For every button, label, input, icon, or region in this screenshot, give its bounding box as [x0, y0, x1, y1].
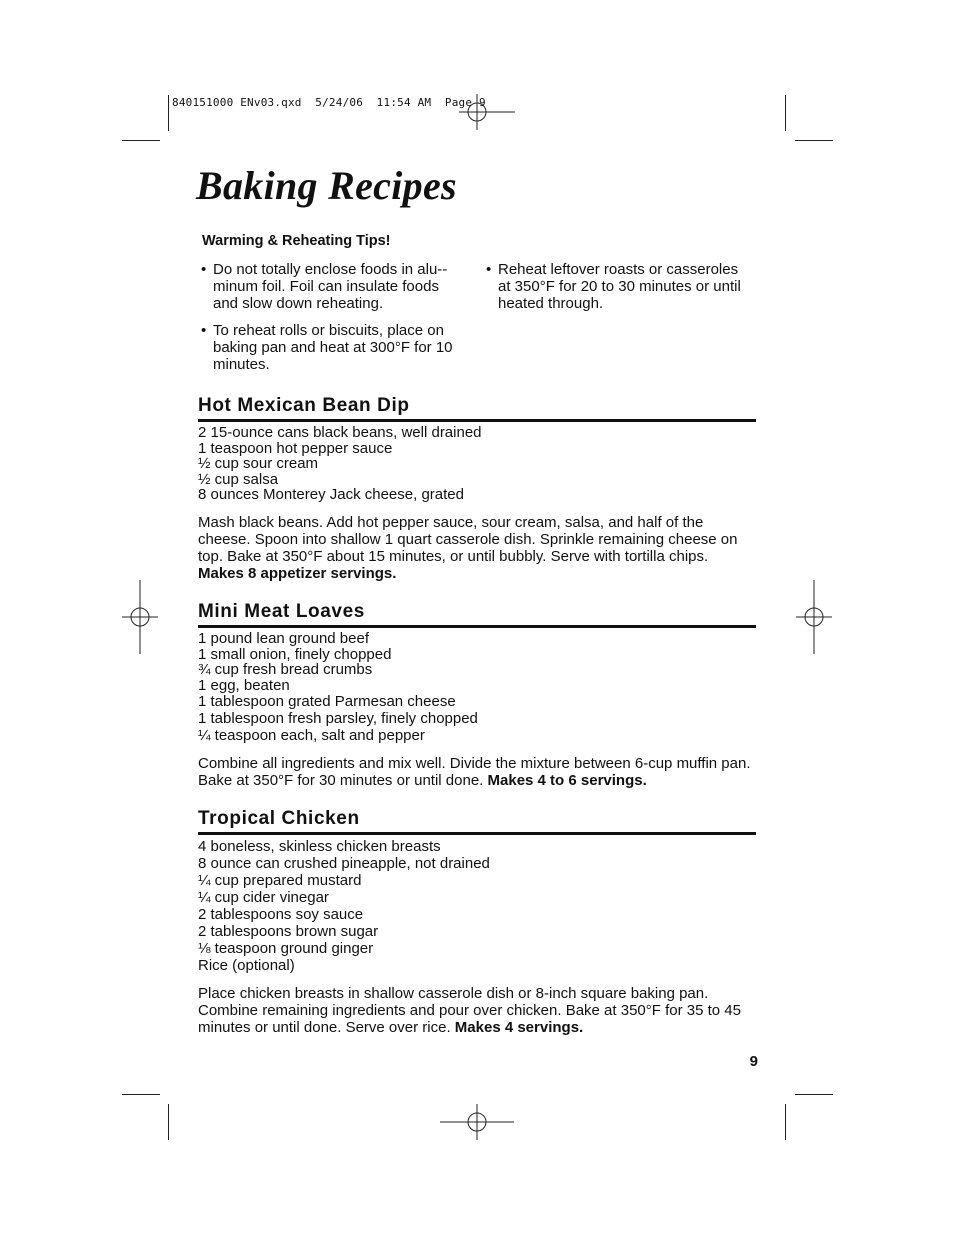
crop-mark-tl-v [168, 95, 169, 131]
ingredient: ¼ teaspoon each, salt and pepper [198, 727, 425, 745]
directions: Mash black beans. Add hot pepper sauce, sour cream, salsa, and half of the cheese. Spoon into shallow 1 quart casserole dish. Sprinkle remaining cheese on top. Bake at 350°F about 15 minutes, or until bubbly. Serve with tortilla chips. Makes 8 appetizer servings. [198, 513, 738, 582]
ingredient: 1 egg, beaten [198, 676, 290, 694]
crop-mark-br-h [795, 1094, 833, 1095]
tips-left-column [201, 261, 463, 383]
ingredient: 1 small onion, finely chopped [198, 645, 392, 663]
yield: Makes 4 to 6 servings. [487, 772, 647, 790]
ingredient-list [198, 631, 756, 744]
ingredient: ¼ cup prepared mustard [198, 872, 362, 889]
registration-mark-left-icon [122, 580, 158, 654]
directions: Combine all ingredients and mix well. Divide the mixture between 6-cup muffin pan. Bake at 350°F for 30 minutes or until done. Makes 4 to 6 servings. [198, 755, 751, 790]
ingredient: ¾ cup fresh bread crumbs [198, 661, 373, 679]
crop-mark-bl-h [122, 1094, 160, 1095]
ingredient-list [198, 425, 756, 503]
tips-heading: Warming & Reheating Tips! [202, 233, 391, 249]
page-number: 9 [749, 1053, 758, 1070]
page-title: Baking Recipes [196, 163, 457, 208]
crop-mark-tr-h [795, 140, 833, 141]
ingredient: Rice (optional) [198, 957, 295, 974]
ingredient: ½ cup salsa [198, 470, 279, 488]
yield: Makes 8 appetizer servings. [198, 564, 397, 582]
ingredient: 1 teaspoon hot pepper sauce [198, 439, 393, 457]
recipe-title: Mini Meat Loaves [198, 601, 756, 628]
recipe-title: Tropical Chicken [198, 808, 756, 835]
ingredient: 4 boneless, skinless chicken breasts [198, 838, 441, 855]
ingredient: ¼ cup cider vinegar [198, 889, 329, 906]
ingredient: 2 15-ounce cans black beans, well drained [198, 424, 482, 441]
tip-item: • To reheat rolls or biscuits, place on baking pan and heat at 300°F for 10 minutes. [201, 322, 453, 373]
tips-right-column [486, 261, 752, 322]
ingredient: ⅛ teaspoon ground ginger [198, 940, 374, 957]
ingredient-list [198, 838, 756, 974]
ingredient: 8 ounces Monterey Jack cheese, grated [198, 486, 464, 504]
bullet-icon: • [201, 261, 207, 278]
tip-item: • Do not totally enclose foods in alu-minum foil. Foil can insulate foods and slow down reheating. [201, 261, 448, 312]
file-slug: 840151000 ENv03.qxd 5/24/06 11:54 AM Page 9 [172, 96, 486, 109]
recipe-hot-mexican-bean-dip [198, 395, 756, 582]
ingredient: 8 ounce can crushed pineapple, not drained [198, 855, 490, 872]
ingredient: 2 tablespoons brown sugar [198, 923, 379, 940]
recipe-mini-meat-loaves [198, 601, 756, 789]
registration-mark-bottom-icon [440, 1104, 514, 1140]
ingredient: 1 tablespoon grated Parmesan cheese [198, 693, 456, 711]
bullet-icon: • [201, 322, 207, 339]
yield: Makes 4 servings. [454, 1019, 584, 1036]
recipe-title: Hot Mexican Bean Dip [198, 395, 756, 422]
ingredient: 1 pound lean ground beef [198, 630, 369, 647]
ingredient: 1 tablespoon fresh parsley, finely chopped [198, 710, 478, 728]
directions: Place chicken breasts in shallow casserole dish or 8-inch square baking pan. Combine remaining ingredients and pour over chicken. Bake at 350°F for 35 to 45 minutes or until done. Serve over rice. Makes 4 servings. [198, 985, 741, 1036]
recipe-tropical-chicken [198, 808, 756, 1036]
ingredient: 2 tablespoons soy sauce [198, 906, 364, 923]
crop-mark-tr-v [785, 95, 786, 131]
bullet-icon: • [486, 261, 492, 278]
crop-mark-br-v [785, 1104, 786, 1140]
tip-item: • Reheat leftover roasts or casseroles at 350°F for 20 to 30 minutes or until heated through. [486, 261, 741, 312]
ingredient: ½ cup sour cream [198, 455, 319, 473]
crop-mark-tl-h [122, 140, 160, 141]
registration-mark-right-icon [796, 580, 832, 654]
crop-mark-bl-v [168, 1104, 169, 1140]
